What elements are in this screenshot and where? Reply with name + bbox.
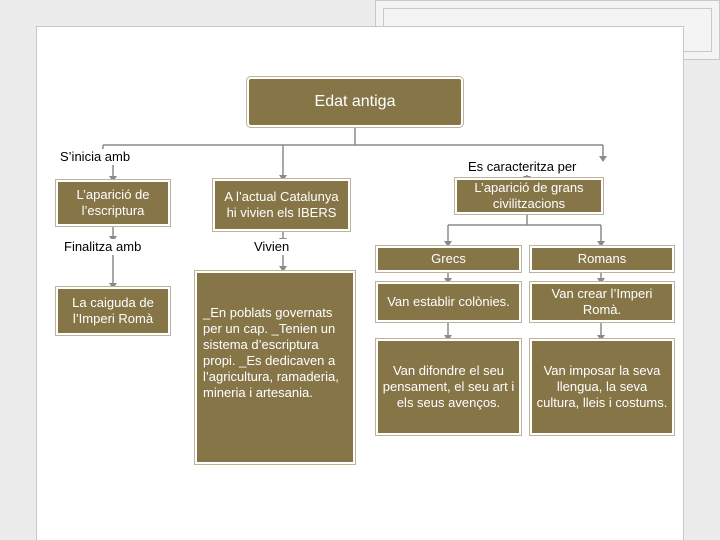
- box-romans-llengua-text: Van imposar la seva llengua, la seva cultura, lleis i costums.: [536, 363, 668, 410]
- box-romans-llengua: [530, 339, 674, 435]
- box-poblats: [195, 271, 355, 464]
- box-grans-civilitzacions-text: L’aparició de grans civilitzacions: [474, 180, 584, 211]
- label-caracteritza: Es caracteritza per: [468, 159, 577, 174]
- box-catalunya-ibers-text: A l’actual Catalunya hi vivien els IBERS: [224, 189, 339, 220]
- box-poblats-text: _En poblats governats per un cap. _Tenien un sistema d’escriptura propi. _Es dedicaven a l’agricultura, ramaderia, mineria i artesania.: [203, 305, 339, 400]
- box-aparicio-escriptura-text: L’aparició de l’escriptura: [76, 187, 150, 218]
- box-grecs-colonies: [376, 282, 521, 322]
- box-grans-civilitzacions: [455, 178, 603, 214]
- label-sinicia: S’inicia amb: [60, 149, 131, 164]
- box-catalunya-ibers: [213, 179, 350, 231]
- box-grecs-pensament-text: Van difondre el seu pensament, el seu art i els seus avenços.: [382, 363, 515, 410]
- box-grecs-text: Grecs: [431, 251, 466, 266]
- root-node: [247, 77, 463, 127]
- box-romans-text: Romans: [577, 251, 627, 266]
- box-romans-imperi-text: Van crear l’Imperi Romà.: [551, 286, 653, 317]
- box-romans-imperi: [530, 282, 674, 322]
- box-grecs-pensament: [376, 339, 521, 435]
- root-label: Edat antiga: [314, 93, 396, 110]
- box-grecs: [376, 246, 521, 272]
- box-caiguda-imperi-text: La caiguda de l’Imperi Romà: [72, 295, 154, 326]
- box-caiguda-imperi: [56, 287, 170, 335]
- box-aparicio-escriptura: [56, 180, 170, 226]
- label-finalitza: Finalitza amb: [64, 239, 142, 254]
- box-romans: [530, 246, 674, 272]
- box-grecs-colonies-text: Van establir colònies.: [387, 294, 510, 309]
- label-vivien: Vivien: [254, 239, 290, 254]
